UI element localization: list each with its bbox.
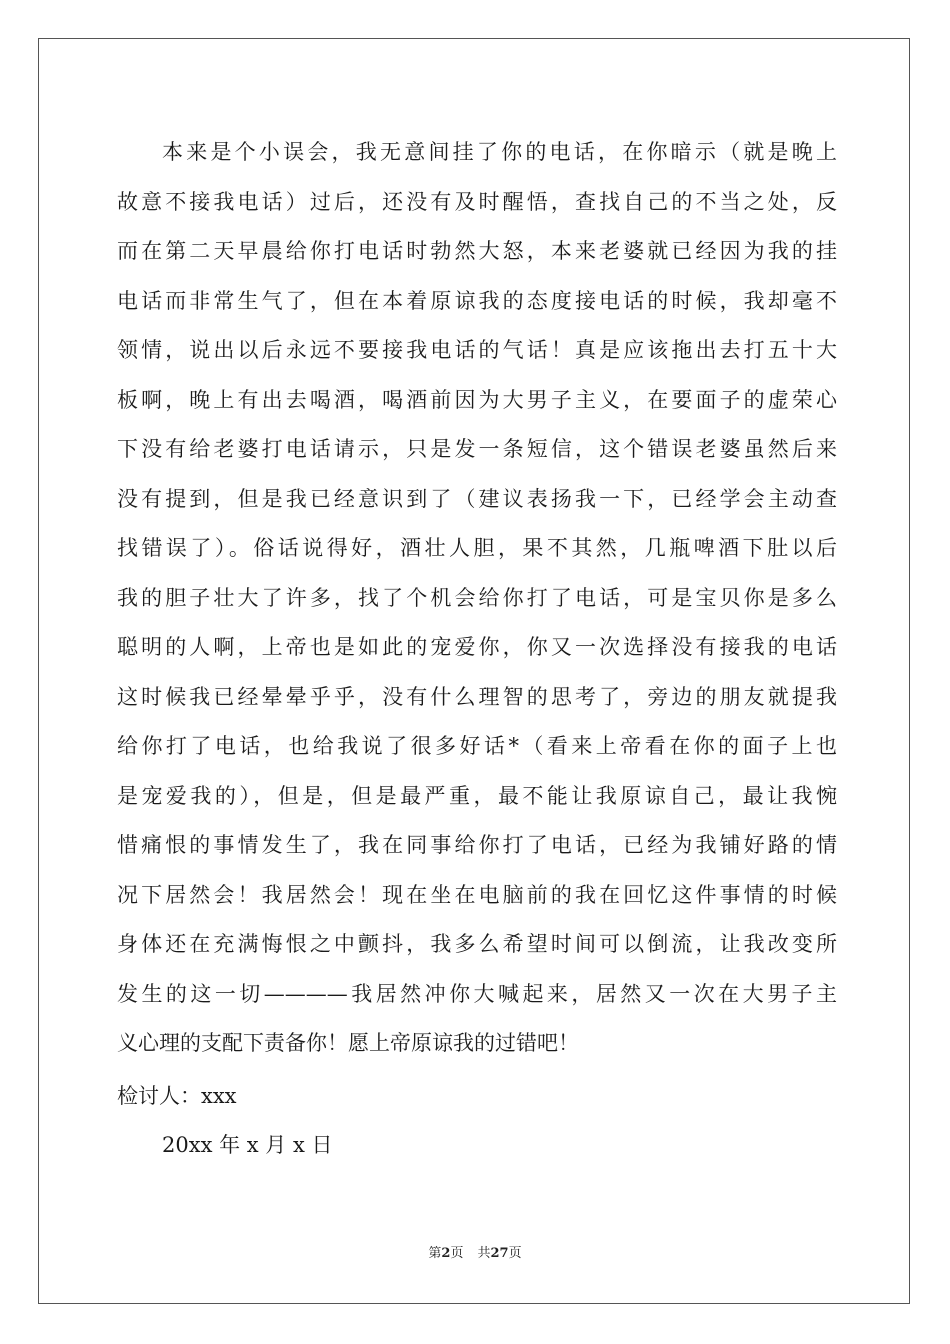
total-prefix: 共 (477, 1246, 491, 1261)
page-total: 27 (490, 1246, 509, 1261)
body-line: 给你打了电话，也给我说了很多好话*（看来上帝看在你的面子上也 (117, 734, 837, 758)
body-line: 义心理的支配下责备你！愿上帝原谅我的过错吧！ (117, 1031, 579, 1055)
body-text (117, 128, 837, 1069)
body-line: 找错误了）。俗话说得好，酒壮人胆，果不其然，几瓶啤酒下肚以后 (117, 536, 837, 560)
body-line: 没有提到，但是我已经意识到了（建议表扬我一下，已经学会主动查 (117, 486, 837, 511)
body-line: 惜痛恨的事情发生了，我在同事给你打了电话，已经为我铺好路的情 (117, 833, 837, 857)
body-line: 况下居然会！我居然会！现在坐在电脑前的我在回忆这件事情的时候 (117, 882, 837, 907)
total-suffix: 页 (508, 1246, 522, 1261)
body-line: 是宠爱我的），但是，但是最严重，最不能让我原谅自己，最让我惋 (117, 783, 837, 808)
body-line: 故意不接我电话）过后，还没有及时醒悟，查找自己的不当之处，反 (117, 189, 837, 214)
body-line: 本来是个小误会，我无意间挂了你的电话，在你暗示（就是晚上 (162, 140, 837, 164)
body-line: 领情，说出以后永远不要接我电话的气话！真是应该拖出去打五十大 (117, 338, 837, 362)
page-prefix: 第 (428, 1246, 442, 1261)
body-line: 身体还在充满悔恨之中颤抖，我多么希望时间可以倒流，让我改变所 (117, 932, 837, 956)
page-current: 2 (441, 1246, 451, 1261)
body-line: 聪明的人啊，上帝也是如此的宠爱你，你又一次选择没有接我的电话 (117, 635, 837, 659)
signer-line: 检讨人：xxx (117, 1084, 237, 1108)
body-line: 这时候我已经晕晕乎乎，没有什么理智的思考了，旁边的朋友就提我 (117, 684, 837, 709)
body-line: 板啊，晚上有出去喝酒，喝酒前因为大男子主义，在要面子的虚荣心 (117, 387, 837, 412)
body-line: 发生的这一切————我居然冲你大喊起来，居然又一次在大男子主 (117, 981, 837, 1006)
page-suffix: 页 (450, 1246, 464, 1261)
body-line: 我的胆子壮大了许多，找了个机会给你打了电话，可是宝贝你是多么 (117, 585, 837, 610)
date-line: 20xx 年 x 月 x 日 (162, 1133, 333, 1157)
body-line: 而在第二天早晨给你打电话时勃然大怒，本来老婆就已经因为我的挂 (117, 239, 837, 263)
body-line: 下没有给老婆打电话请示，只是发一条短信，这个错误老婆虽然后来 (117, 437, 837, 461)
page-footer (0, 1244, 950, 1264)
body-line: 电话而非常生气了，但在本着原谅我的态度接电话的时候，我却毫不 (117, 288, 837, 313)
